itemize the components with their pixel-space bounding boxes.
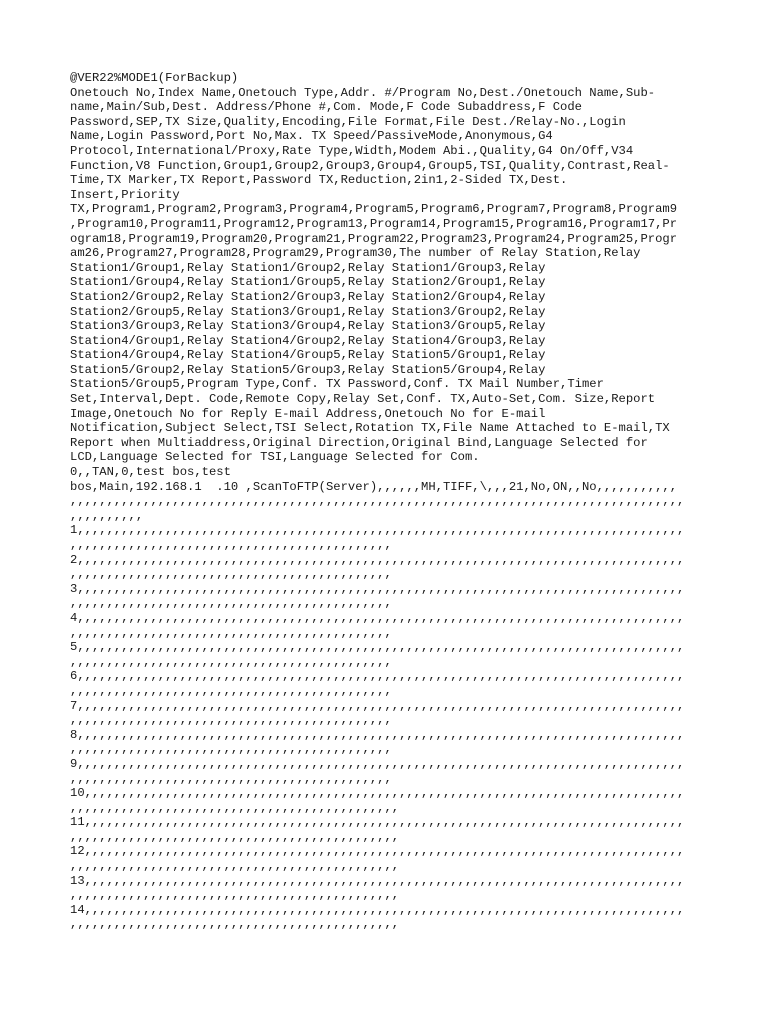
document-line: Protocol,International/Proxy,Rate Type,Width,Modem Abi.,Quality,G4 On/Off,V34 xyxy=(70,143,634,158)
document-line: ,,,,,,,,,,,,,,,,,,,,,,,,,,,,,,,,,,,,,,,,,,,,,,,,,,,,,,,,,,,,,,,,,,,,,,,,,,,,,,,,,,,, xyxy=(70,494,685,509)
document-line: 2,,,,,,,,,,,,,,,,,,,,,,,,,,,,,,,,,,,,,,,,,,,,,,,,,,,,,,,,,,,,,,,,,,,,,,,,,,,,,,,,,,, xyxy=(70,552,685,567)
document-line: ,,,,,,,,,,,,,,,,,,,,,,,,,,,,,,,,,,,,,,,,,,,, xyxy=(70,683,392,698)
document-line: Station5/Group2,Relay Station5/Group3,Relay Station5/Group4,Relay xyxy=(70,362,546,377)
document-line: bos,Main,192.168.1 .10 ,ScanToFTP(Server),,,,,,MH,TIFF,\,,,21,No,ON,,No,,,,,,,,,,, xyxy=(70,479,678,494)
document-line: Station2/Group2,Relay Station2/Group3,Relay Station2/Group4,Relay xyxy=(70,289,546,304)
document-line: Station4/Group4,Relay Station4/Group5,Relay Station5/Group1,Relay xyxy=(70,348,546,363)
document-line: ,,,,,,,,,,,,,,,,,,,,,,,,,,,,,,,,,,,,,,,,,,,,, xyxy=(70,888,400,903)
csv-backup-text xyxy=(70,71,684,932)
document-line: 14,,,,,,,,,,,,,,,,,,,,,,,,,,,,,,,,,,,,,,,,,,,,,,,,,,,,,,,,,,,,,,,,,,,,,,,,,,,,,,,,,, xyxy=(70,902,685,917)
document-line: ,,,,,,,,,, xyxy=(70,508,144,523)
document-line: 3,,,,,,,,,,,,,,,,,,,,,,,,,,,,,,,,,,,,,,,,,,,,,,,,,,,,,,,,,,,,,,,,,,,,,,,,,,,,,,,,,,, xyxy=(70,581,685,596)
document-line: ,,,,,,,,,,,,,,,,,,,,,,,,,,,,,,,,,,,,,,,,,,,, xyxy=(70,654,392,669)
document-line: Name,Login Password,Port No,Max. TX Speed/PassiveMode,Anonymous,G4 xyxy=(70,129,553,144)
document-line: 1,,,,,,,,,,,,,,,,,,,,,,,,,,,,,,,,,,,,,,,,,,,,,,,,,,,,,,,,,,,,,,,,,,,,,,,,,,,,,,,,,,, xyxy=(70,523,685,538)
document-line: LCD,Language Selected for TSI,Language Selected for Com. xyxy=(70,450,480,465)
document-line: 10,,,,,,,,,,,,,,,,,,,,,,,,,,,,,,,,,,,,,,,,,,,,,,,,,,,,,,,,,,,,,,,,,,,,,,,,,,,,,,,,,, xyxy=(70,786,685,801)
document-line: Set,Interval,Dept. Code,Remote Copy,Relay Set,Conf. TX,Auto-Set,Com. Size,Report xyxy=(70,392,656,407)
document-line: 4,,,,,,,,,,,,,,,,,,,,,,,,,,,,,,,,,,,,,,,,,,,,,,,,,,,,,,,,,,,,,,,,,,,,,,,,,,,,,,,,,,, xyxy=(70,610,685,625)
document-line: Notification,Subject Select,TSI Select,Rotation TX,File Name Attached to E-mail,TX xyxy=(70,421,670,436)
document-line: Station1/Group4,Relay Station1/Group5,Relay Station2/Group1,Relay xyxy=(70,275,546,290)
document-line: ,,,,,,,,,,,,,,,,,,,,,,,,,,,,,,,,,,,,,,,,,,,,, xyxy=(70,917,400,932)
document-line: am26,Program27,Program28,Program29,Program30,The number of Relay Station,Relay xyxy=(70,246,641,261)
document-line: ,,,,,,,,,,,,,,,,,,,,,,,,,,,,,,,,,,,,,,,,,,,, xyxy=(70,713,392,728)
document-line: ,,,,,,,,,,,,,,,,,,,,,,,,,,,,,,,,,,,,,,,,,,,,, xyxy=(70,859,400,874)
document-line: 13,,,,,,,,,,,,,,,,,,,,,,,,,,,,,,,,,,,,,,,,,,,,,,,,,,,,,,,,,,,,,,,,,,,,,,,,,,,,,,,,,, xyxy=(70,873,685,888)
document-line: 9,,,,,,,,,,,,,,,,,,,,,,,,,,,,,,,,,,,,,,,,,,,,,,,,,,,,,,,,,,,,,,,,,,,,,,,,,,,,,,,,,,, xyxy=(70,756,685,771)
document-line: TX,Program1,Program2,Program3,Program4,Program5,Program6,Program7,Program8,Program9 xyxy=(70,202,678,217)
document-line: 12,,,,,,,,,,,,,,,,,,,,,,,,,,,,,,,,,,,,,,,,,,,,,,,,,,,,,,,,,,,,,,,,,,,,,,,,,,,,,,,,,, xyxy=(70,844,685,859)
document-line: Insert,Priority xyxy=(70,187,180,202)
document-line: ,,,,,,,,,,,,,,,,,,,,,,,,,,,,,,,,,,,,,,,,,,,,, xyxy=(70,800,400,815)
document-line: 8,,,,,,,,,,,,,,,,,,,,,,,,,,,,,,,,,,,,,,,,,,,,,,,,,,,,,,,,,,,,,,,,,,,,,,,,,,,,,,,,,,, xyxy=(70,727,685,742)
document-line: 5,,,,,,,,,,,,,,,,,,,,,,,,,,,,,,,,,,,,,,,,,,,,,,,,,,,,,,,,,,,,,,,,,,,,,,,,,,,,,,,,,,, xyxy=(70,640,685,655)
document-line: ,,,,,,,,,,,,,,,,,,,,,,,,,,,,,,,,,,,,,,,,,,,, xyxy=(70,596,392,611)
document-line: @VER22%MODE1(ForBackup) xyxy=(70,71,239,85)
document-line: ,,,,,,,,,,,,,,,,,,,,,,,,,,,,,,,,,,,,,,,,,,,, xyxy=(70,771,392,786)
document-line: Station3/Group3,Relay Station3/Group4,Relay Station3/Group5,Relay xyxy=(70,319,546,334)
document-line: Image,Onetouch No for Reply E-mail Address,Onetouch No for E-mail xyxy=(70,406,546,421)
document-line: Password,SEP,TX Size,Quality,Encoding,File Format,File Dest./Relay-No.,Login xyxy=(70,114,626,129)
document-line: Function,V8 Function,Group1,Group2,Group3,Group4,Group5,TSI,Quality,Contrast,Real- xyxy=(70,158,670,173)
document-line: ,,,,,,,,,,,,,,,,,,,,,,,,,,,,,,,,,,,,,,,,,,,, xyxy=(70,538,392,552)
document-line: Station1/Group1,Relay Station1/Group2,Relay Station1/Group3,Relay xyxy=(70,260,546,275)
document-line: ,,,,,,,,,,,,,,,,,,,,,,,,,,,,,,,,,,,,,,,,,,,, xyxy=(70,625,392,640)
document-line: ,,,,,,,,,,,,,,,,,,,,,,,,,,,,,,,,,,,,,,,,,,,, xyxy=(70,742,392,757)
document-line: name,Main/Sub,Dest. Address/Phone #,Com. Mode,F Code Subaddress,F Code xyxy=(70,100,582,115)
document-line: ,,,,,,,,,,,,,,,,,,,,,,,,,,,,,,,,,,,,,,,,,,,, xyxy=(70,567,392,582)
document-line: ,,,,,,,,,,,,,,,,,,,,,,,,,,,,,,,,,,,,,,,,,,,,, xyxy=(70,829,400,844)
document-line: 7,,,,,,,,,,,,,,,,,,,,,,,,,,,,,,,,,,,,,,,,,,,,,,,,,,,,,,,,,,,,,,,,,,,,,,,,,,,,,,,,,,, xyxy=(70,698,685,713)
document-line: 0,,TAN,0,test bos,test xyxy=(70,465,231,480)
document-line: Report when Multiaddress,Original Direction,Original Bind,Language Selected for xyxy=(70,435,648,450)
document-line: 11,,,,,,,,,,,,,,,,,,,,,,,,,,,,,,,,,,,,,,,,,,,,,,,,,,,,,,,,,,,,,,,,,,,,,,,,,,,,,,,,,, xyxy=(70,815,685,830)
document-line: Onetouch No,Index Name,Onetouch Type,Addr. #/Program No,Dest./Onetouch Name,Sub- xyxy=(70,85,656,100)
document-line: ,Program10,Program11,Program12,Program13,Program14,Program15,Program16,Program17,Pr xyxy=(70,216,678,231)
document-line: 6,,,,,,,,,,,,,,,,,,,,,,,,,,,,,,,,,,,,,,,,,,,,,,,,,,,,,,,,,,,,,,,,,,,,,,,,,,,,,,,,,,, xyxy=(70,669,685,684)
document-line: Time,TX Marker,TX Report,Password TX,Reduction,2in1,2-Sided TX,Dest. xyxy=(70,173,568,188)
document-line: ogram18,Program19,Program20,Program21,Program22,Program23,Program24,Program25,Progr xyxy=(70,231,678,246)
document-line: Station5/Group5,Program Type,Conf. TX Password,Conf. TX Mail Number,Timer xyxy=(70,377,604,392)
document-line: Station4/Group1,Relay Station4/Group2,Relay Station4/Group3,Relay xyxy=(70,333,546,348)
document-line: Station2/Group5,Relay Station3/Group1,Relay Station3/Group2,Relay xyxy=(70,304,546,319)
